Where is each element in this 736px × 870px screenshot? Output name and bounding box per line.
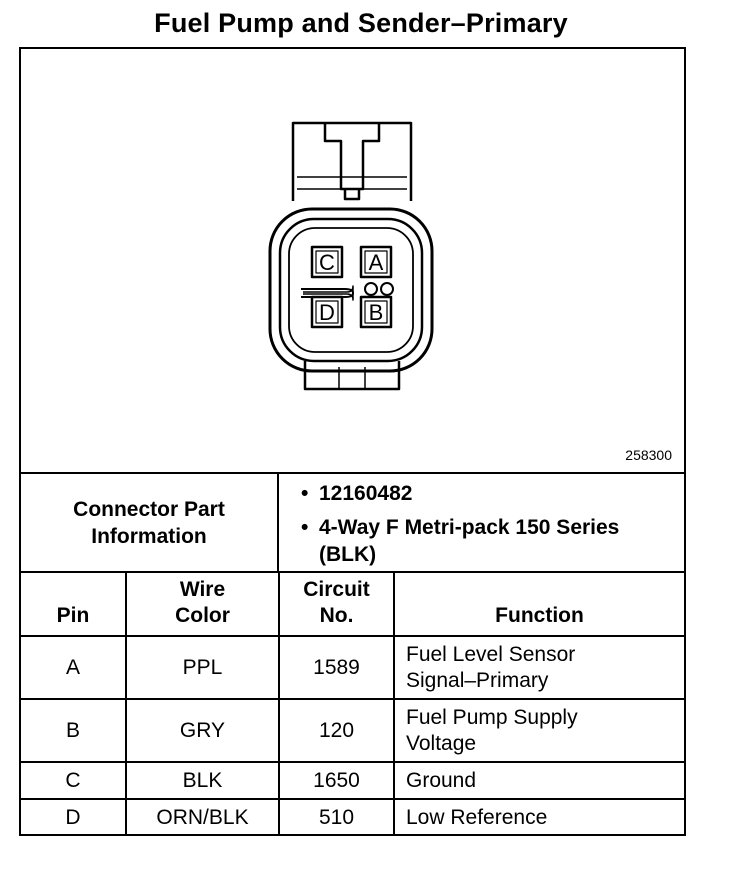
wire-color-cell: ORN/BLK — [126, 799, 279, 836]
pinout-table — [21, 571, 684, 836]
cavity-label-b: B — [368, 300, 384, 325]
pin-cell: D — [21, 799, 126, 836]
figure-number: 258300 — [625, 447, 672, 463]
connector-drawing — [21, 49, 684, 472]
pin-cell: A — [21, 636, 126, 699]
cavity-label-d: D — [319, 300, 335, 325]
header-wire-color: Wire Color — [126, 571, 279, 636]
connector-description-item — [301, 514, 649, 568]
table-row — [21, 636, 684, 699]
connector-info-cell — [279, 474, 684, 571]
bullet: • — [301, 482, 309, 505]
wire-color-cell: GRY — [126, 699, 279, 762]
pin-cell: B — [21, 699, 126, 762]
pin-cell: C — [21, 762, 126, 799]
bottom-tab — [305, 361, 399, 389]
circuit-cell: 120 — [279, 699, 394, 762]
wire-color-cell: BLK — [126, 762, 279, 799]
wire-color-cell: PPL — [126, 636, 279, 699]
table-row — [21, 699, 684, 762]
header-pin: Pin — [21, 571, 126, 636]
page-title: Fuel Pump and Sender–Primary — [154, 8, 568, 38]
function-cell: Fuel Pump Supply Voltage — [394, 699, 684, 762]
cavity-label-a: A — [368, 250, 384, 275]
circuit-cell: 1650 — [279, 762, 394, 799]
latch-tab — [325, 123, 379, 189]
index-circle-right — [381, 283, 393, 295]
function-cell: Low Reference — [394, 799, 684, 836]
part-number: 12160482 — [319, 482, 413, 505]
connector-description: 4-Way F Metri-pack 150 Series (BLK) — [319, 516, 620, 566]
part-number-item — [301, 480, 413, 507]
connector-info-label-cell — [21, 474, 279, 571]
connector-chart — [19, 47, 686, 836]
circuit-cell: 510 — [279, 799, 394, 836]
connector-info-label: Connector Part Information — [73, 497, 225, 548]
header-circuit-no: Circuit No. — [279, 571, 394, 636]
latch-lock — [345, 189, 359, 199]
cavity-label-c: C — [319, 250, 335, 275]
function-cell: Ground — [394, 762, 684, 799]
table-row — [21, 762, 684, 799]
circuit-cell: 1589 — [279, 636, 394, 699]
index-circle-left — [365, 283, 377, 295]
connector-diagram — [21, 49, 684, 474]
header-function: Function — [394, 571, 684, 636]
bullet: • — [301, 516, 309, 539]
table-row — [21, 799, 684, 836]
connector-info-row — [21, 474, 684, 573]
table-header-row — [21, 571, 684, 636]
function-cell: Fuel Level Sensor Signal–Primary — [394, 636, 684, 699]
